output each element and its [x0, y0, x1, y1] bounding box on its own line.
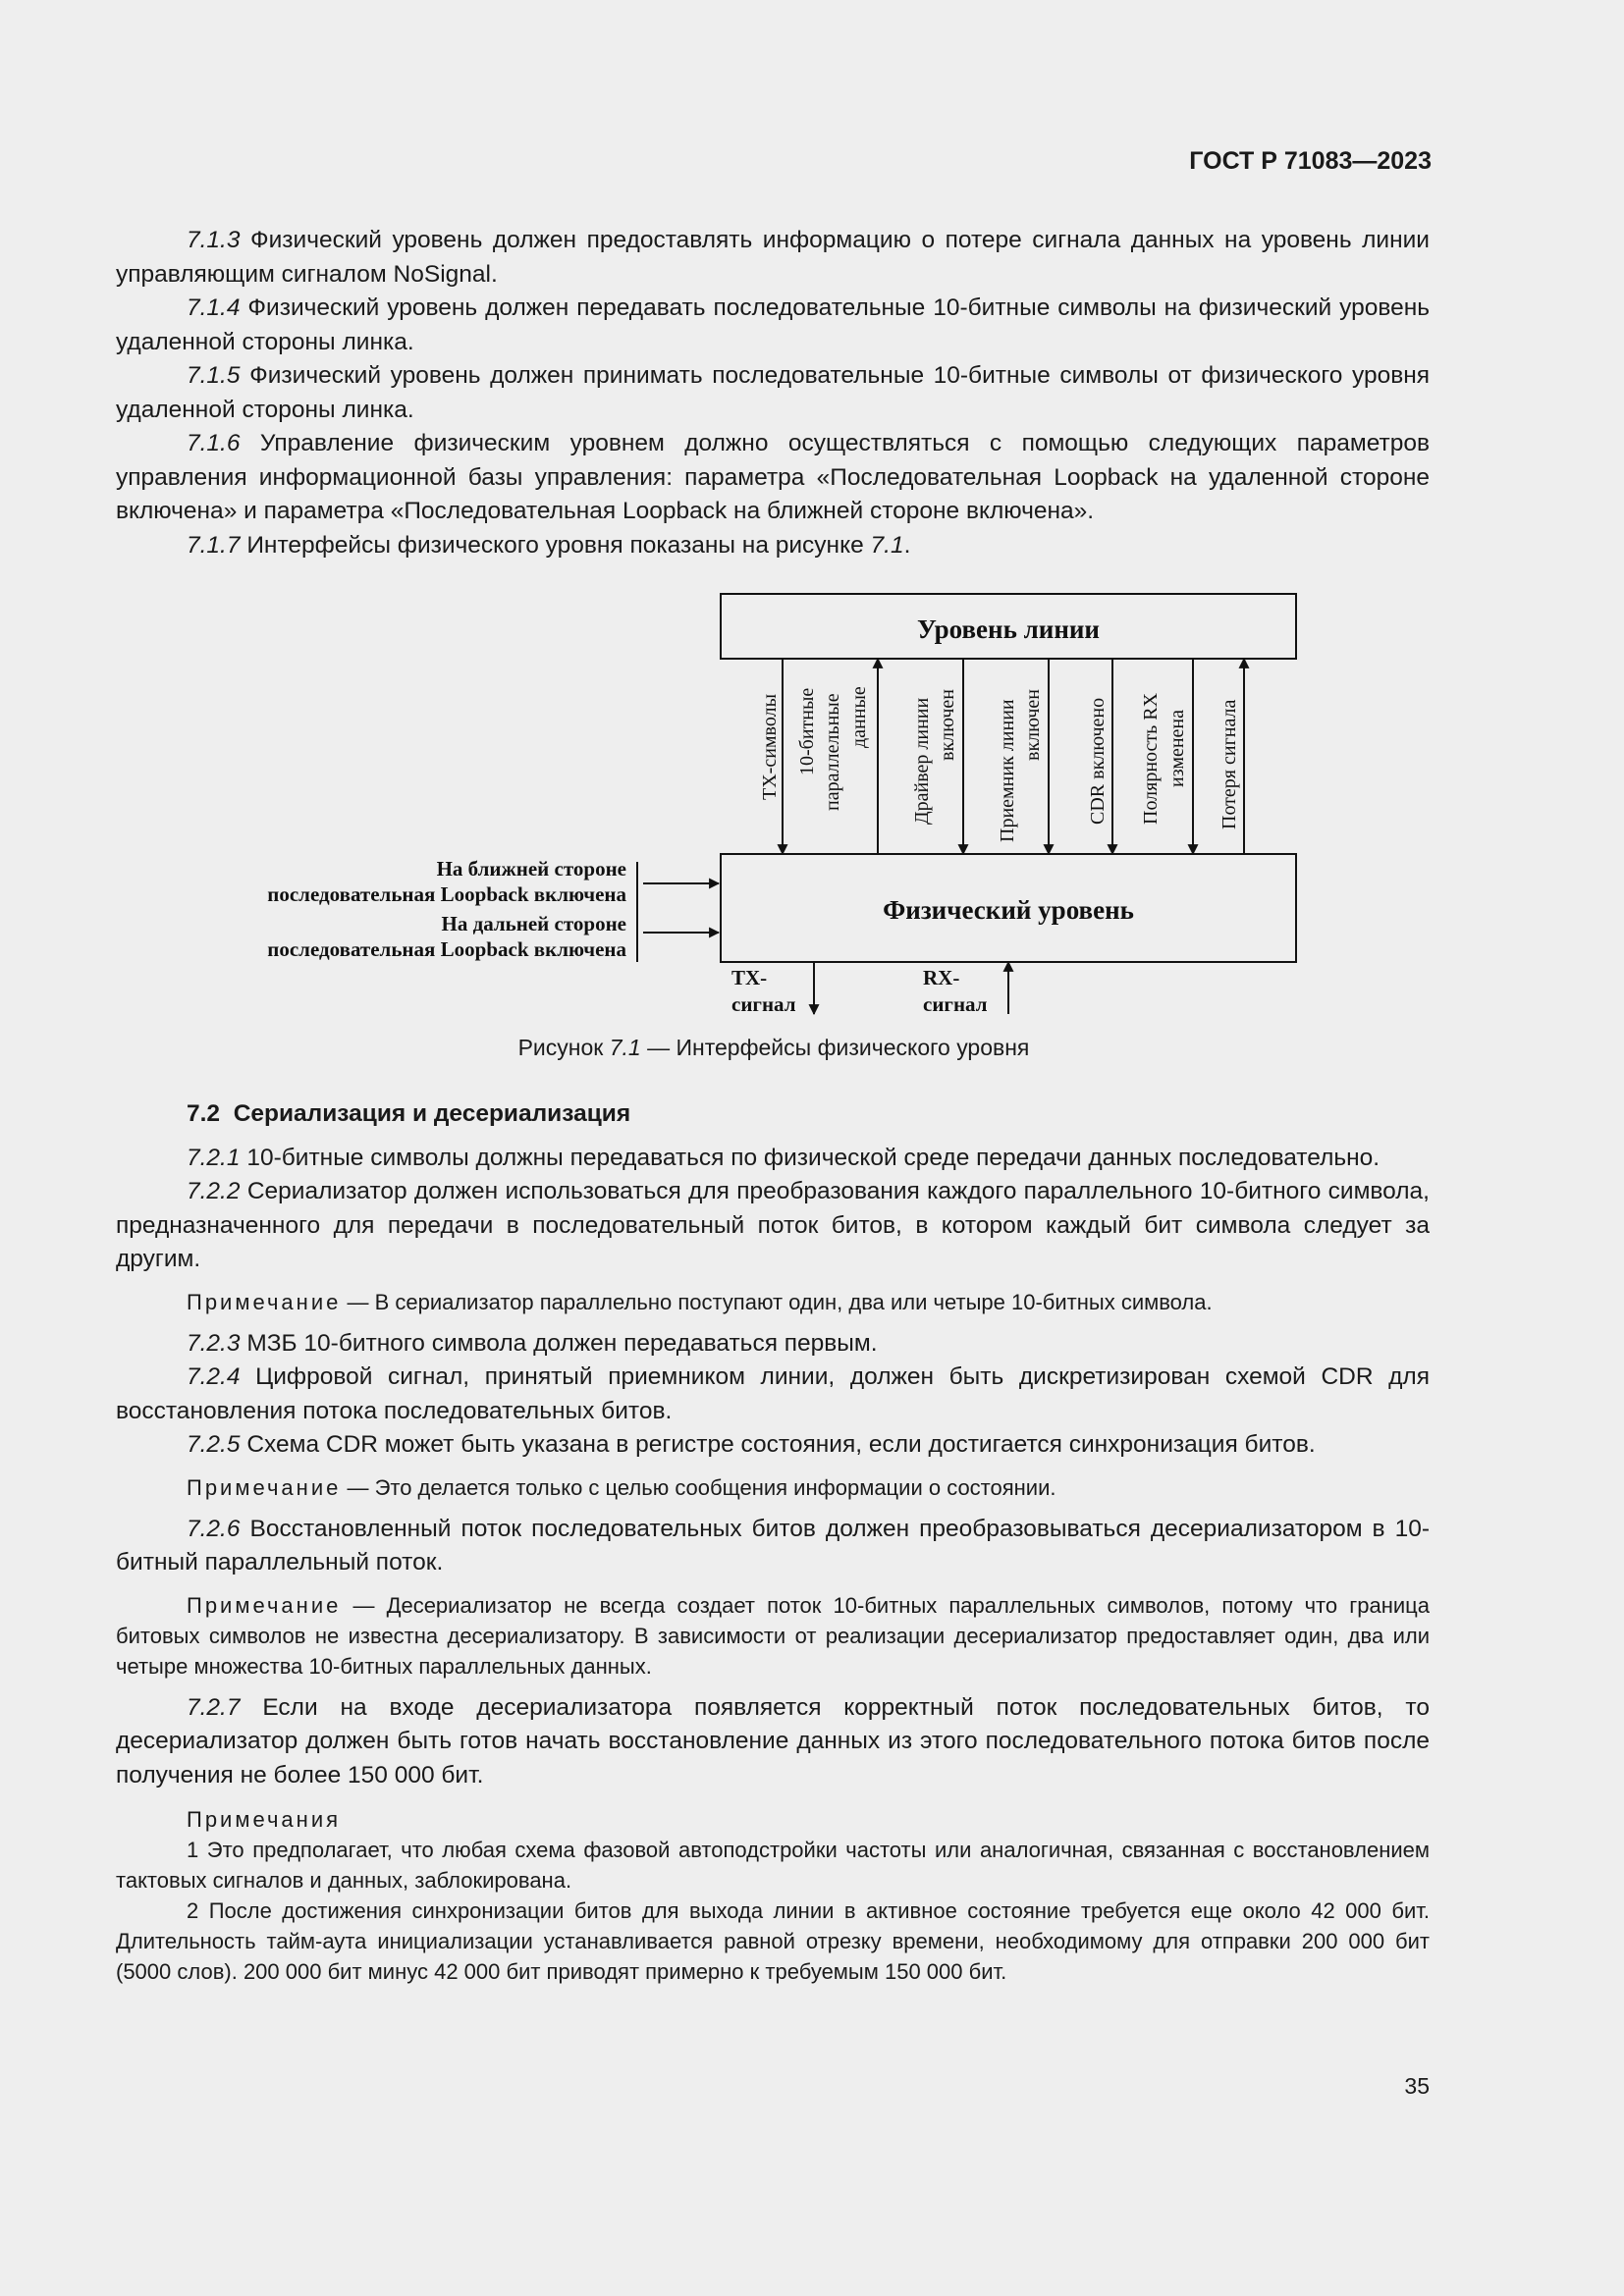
notes-label: Примечания: [187, 1807, 342, 1832]
parallel-data-label-1: 10-битные: [796, 687, 818, 775]
paragraph-7-2-2: 7.2.2 Сериализатор должен использоваться для преобразования каждого параллельного 10-битного символа, предназначенного для передачи в последовательный поток битов, в котором каждый бит символа следует за другим.: [116, 1178, 1430, 1272]
parallel-data-label-3: данные: [848, 686, 870, 748]
far-loopback-label-1: На дальней стороне: [441, 912, 626, 935]
document-id: ГОСТ Р 71083—2023: [1189, 147, 1432, 175]
link-layer-label: Уровень линии: [917, 614, 1100, 644]
near-loopback-label-1: На ближней стороне: [436, 857, 626, 881]
note-item-1: 1 Это предполагает, что любая схема фазовой автоподстройки частоты или аналогичная, связанная с восстановлением тактовых сигналов и данных, заблокирована.: [116, 1838, 1430, 1893]
physical-layer-label: Физический уровень: [883, 895, 1134, 925]
paragraph-7-1-6: 7.1.6 Управление физическим уровнем должно осуществляться с помощью следующих параметров управления информационной базы управления: параметра «Последовательная Loopback на удаленной стороне включена» и параметра «Последовательная Loopback на ближней стороне включена».: [116, 430, 1430, 524]
signal-loss-label: Потеря сигнала: [1218, 699, 1240, 829]
rx-signal-label-1: RX-: [923, 966, 960, 989]
driver-label-2: включен: [937, 689, 958, 761]
paragraph-7-1-4: 7.1.4 Физический уровень должен передавать последовательные 10-битные символы на физический уровень удаленной стороны линка.: [116, 294, 1430, 355]
page-number: 35: [1404, 2073, 1430, 2099]
note-item-2: 2 После достижения синхронизации битов для выхода линии в активное состояние требуется еще около 42 000 бит. Длительность тайм-аута инициализации устанавливается равной отрезку времени, необходимому для отправки 200 000 бит (5000 слов). 200 000 бит минус 42 000 бит приводят примерно к требуемым 150 000 бит.: [116, 1898, 1430, 1984]
polarity-label-2: изменена: [1166, 709, 1188, 787]
paragraph-7-2-3: 7.2.3 МЗБ 10-битного символа должен передаваться первым.: [187, 1329, 878, 1357]
driver-label-1: Драйвер линии: [911, 697, 933, 825]
polarity-label-1: Полярность RX: [1140, 692, 1162, 825]
notes-block: [116, 1804, 1430, 1987]
far-loopback-label-2: последовательная Loopback включена: [267, 937, 626, 961]
paragraph-7-2-5: 7.2.5 Схема CDR может быть указана в регистре состояния, если достигается синхронизация битов.: [187, 1431, 1316, 1458]
section-7-2-text: [116, 1097, 1430, 1987]
paragraph-7-2-4: 7.2.4 Цифровой сигнал, принятый приемником линии, должен быть дискретизирован схемой CDR для восстановления потока последовательных битов.: [116, 1363, 1430, 1424]
receiver-label-1: Приемник линии: [997, 699, 1018, 842]
receiver-label-2: включен: [1022, 689, 1044, 761]
note-2: Примечание — Это делается только с целью сообщения информации о состоянии.: [187, 1474, 1056, 1500]
paragraph-7-2-1: 7.2.1 10-битные символы должны передаваться по физической среде передачи данных последовательно.: [187, 1144, 1380, 1171]
tx-symbols-label: TX-символы: [759, 693, 781, 800]
physical-layer-interfaces-diagram: [0, 0, 1624, 1041]
near-loopback-label-2: последовательная Loopback включена: [267, 882, 626, 906]
tx-signal-label-1: TX-: [731, 966, 768, 989]
tx-signal-label-2: сигнал: [731, 992, 796, 1016]
figure-caption: Рисунок 7.1 — Интерфейсы физического уровня: [517, 1035, 1030, 1060]
paragraph-7-2-7: 7.2.7 Если на входе десериализатора появляется корректный поток последовательных битов, то десериализатор должен быть готов начать восстановление данных из этого последовательного потока битов после получения не более 150 000 бит.: [116, 1693, 1430, 1789]
rx-signal-label-2: сигнал: [923, 992, 988, 1016]
note-1: Примечание — В сериализатор параллельно поступают один, два или четыре 10-битных символа.: [187, 1289, 1213, 1314]
paragraph-7-1-7: 7.1.7 Интерфейсы физического уровня показаны на рисунке 7.1.: [187, 531, 911, 559]
paragraph-7-2-6: 7.2.6 Восстановленный поток последовательных битов должен преобразовываться десериализатором в 10-битный параллельный поток.: [116, 1515, 1430, 1575]
paragraph-7-1-5: 7.1.5 Физический уровень должен принимать последовательные 10-битные символы от физического уровня удаленной стороны линка.: [116, 362, 1431, 423]
paragraph-7-1-3: 7.1.3 Физический уровень должен предоставлять информацию о потере сигнала данных на уровень линии управляющим сигналом NoSignal.: [116, 227, 1430, 288]
section-heading-7-2: 7.2 Сериализация и десериализация: [187, 1100, 631, 1127]
parallel-data-label-2: параллельные: [822, 693, 843, 811]
cdr-label: CDR включено: [1087, 697, 1109, 825]
note-3: Примечание — Десериализатор не всегда создает поток 10-битных параллельных символов, потому что граница битовых символов не известна десериализатору. В зависимости от реализации десериализатор предоставляет один, два или четыре множества 10-битных параллельных данных.: [116, 1592, 1430, 1679]
